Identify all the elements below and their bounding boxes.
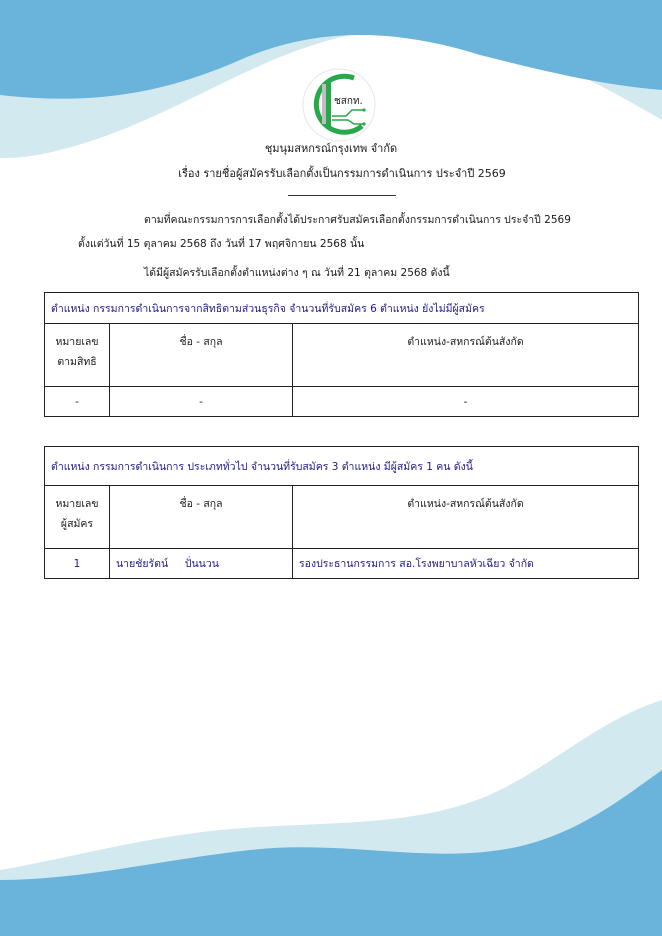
col-header-number: หมายเลข ผู้สมัคร [45,486,110,549]
cell-position: - [293,387,639,417]
col-header-position: ตำแหน่ง-สหกรณ์ต้นสังกัด [293,324,639,387]
divider [288,195,396,196]
col-header-position: ตำแหน่ง-สหกรณ์ต้นสังกัด [293,486,639,549]
logo-text: ชสกท. [334,96,363,107]
body-paragraph-2: ตั้งแต่วันที่ 15 ตุลาคม 2568 ถึง วันที่ 17 พฤศจิกายน 2568 นั้น [78,238,365,250]
table-caption: ตำแหน่ง กรรมการดำเนินการ ประเภททั่วไป จำนวนที่รับสมัคร 3 ตำแหน่ง มีผู้สมัคร 1 คน ดังนี้ [45,447,639,486]
body-paragraph-1: ตามที่คณะกรรมการการเลือกตั้งได้ประกาศรับสมัครเลือกตั้งกรรมการดำเนินการ ประจำปี 2569 [144,214,571,226]
table-row [45,549,639,579]
table-general [44,446,639,579]
cell-number: 1 [45,549,110,579]
cell-position: รองประธานกรรมการ สอ.โรงพยาบาลหัวเฉียว จำกัด [293,549,639,579]
org-name: ชุมนุมสหกรณ์กรุงเทพ จำกัด [264,142,398,155]
table-business-rights [44,292,639,417]
col-header-number: หมายเลข ตามสิทธิ [45,324,110,387]
coop-logo [302,68,376,142]
cell-number: - [45,387,110,417]
subject-line: เรื่อง รายชื่อผู้สมัครรับเลือกตั้งเป็นกรรมการดำเนินการ ประจำปี 2569 [178,167,506,180]
table-caption: ตำแหน่ง กรรมการดำเนินการจากสิทธิตามส่วนธุรกิจ จำนวนที่รับสมัคร 6 ตำแหน่ง ยังไม่มีผู้สมัคร [45,293,639,324]
cell-name: นายชัยรัตน์ ปั่นนวน [110,549,293,579]
body-paragraph-3: ได้มีผู้สมัครรับเลือกตั้งตำแหน่งต่าง ๆ ณ วันที่ 21 ตุลาคม 2568 ดังนี้ [144,267,450,279]
col-header-name: ชื่อ - สกุล [110,486,293,549]
col-header-name: ชื่อ - สกุล [110,324,293,387]
cell-name: - [110,387,293,417]
table-row [45,387,639,417]
